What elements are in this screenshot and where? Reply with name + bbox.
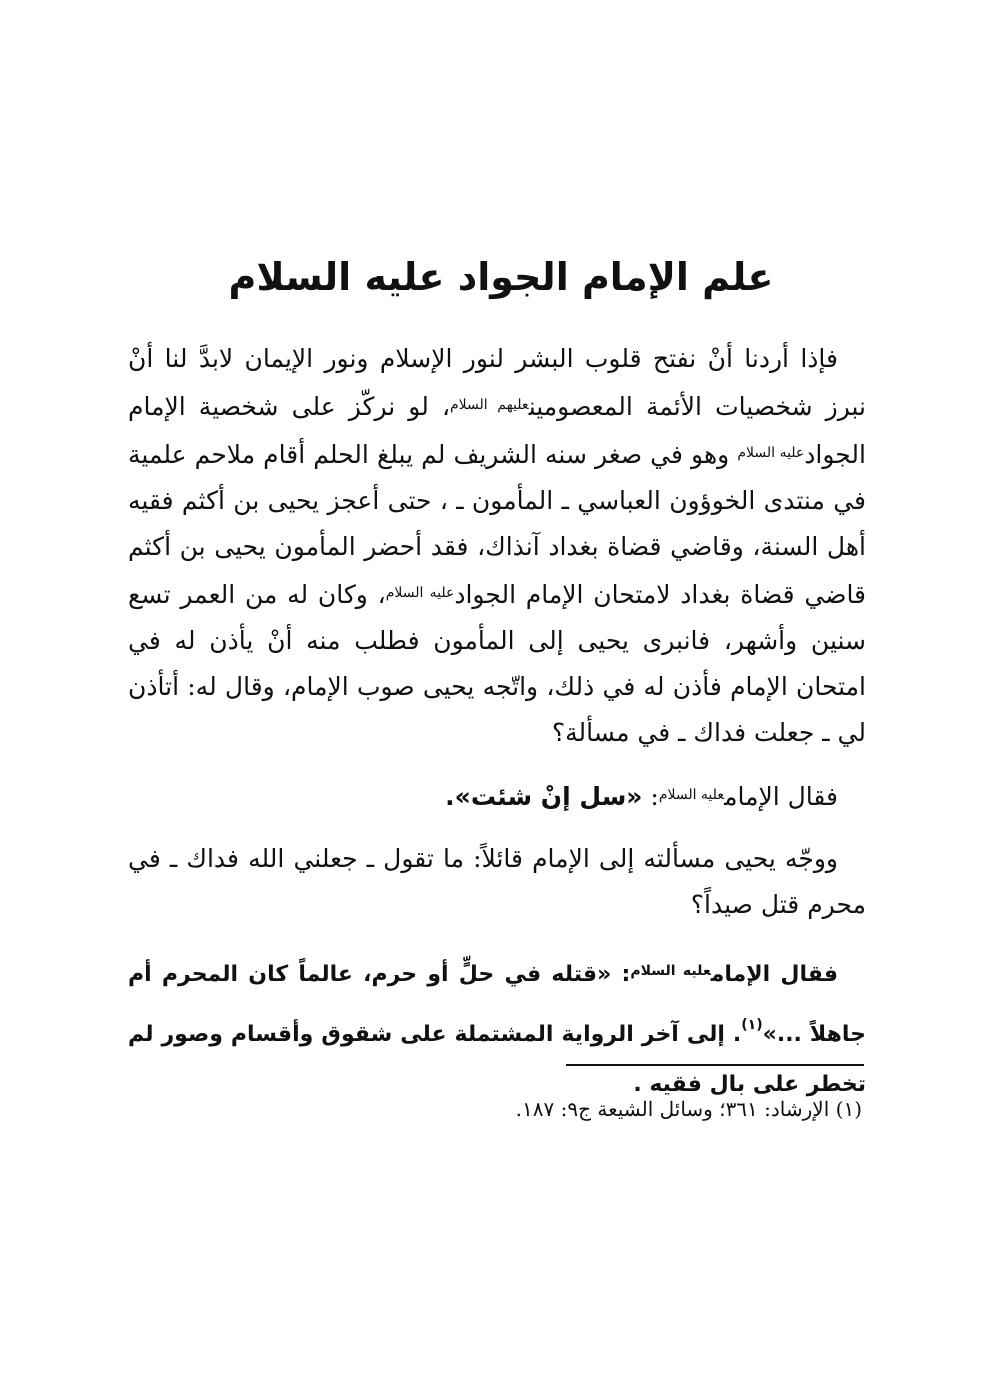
footnote: (١) الإرشاد: ٣٦١؛ وسائل الشيعة ج٩: ١٨٧. bbox=[515, 1097, 862, 1121]
page-title: علم الإمام الجواد عليه السلام bbox=[228, 255, 774, 299]
reply-quote: «سل إنْ شئت». bbox=[445, 782, 643, 811]
intro-text-3: وهو في صغر سنه الشريف لم يبلغ الحلم أقام ملاحم علمية في منتدى الخوؤون العباسي ـ المأمون ـ ، حتى أعجز يحيى بن أكثم فقيه أهل السنة، وقاضي قضاة بغداد آنذاك، فقد أحضر المأمون يحيى بن أكثم قاضي قضاة بغداد لامتحان الإمام الجواد bbox=[128, 440, 867, 609]
intro-text-2: ، لو نركّز على شخصية الإمام الجواد bbox=[128, 392, 866, 469]
answer-rest: . إلى آخر الرواية المشتملة على شقوق وأقسام وصور لم تخطر على بال فقيه . bbox=[128, 1022, 866, 1097]
intro-text-1: فإذا أردنا أنْ نفتح قلوب البشر لنور الإسلام ونور الإيمان لابدَّ لنا أنْ نبرز شخصيات الأئمة المعصومين bbox=[128, 344, 867, 421]
paragraph-question bbox=[128, 836, 866, 928]
paragraph-answer bbox=[128, 946, 866, 1110]
paragraph-intro bbox=[128, 336, 866, 756]
honorific-single: عليه السلام bbox=[658, 787, 725, 803]
intro-text-4: ، وكان له من العمر تسع سنين وأشهر، فانبرى يحيى إلى المأمون فطلب منه أنْ يأذن له في امتحان الإمام فأذن له في ذلك، واتّجه يحيى صوب الإمام، وقال له: أتأذن لي ـ جعلت فداك ـ في مسألة؟ bbox=[128, 580, 866, 747]
paragraph-imam-reply bbox=[128, 772, 866, 820]
footnote-reference[interactable]: (١) bbox=[741, 1017, 763, 1033]
footnote-divider bbox=[566, 1064, 864, 1066]
answer-lead: فقال الإمام bbox=[710, 962, 838, 987]
honorific-single: عليه السلام bbox=[630, 963, 711, 979]
reply-lead: فقال الإمام bbox=[724, 782, 838, 811]
reply-colon: : bbox=[642, 782, 659, 811]
honorific-single: عليه السلام bbox=[737, 445, 805, 461]
honorific-single: عليه السلام bbox=[385, 585, 455, 601]
question-text: ووجّه يحيى مسألته إلى الإمام قائلاً: ما تقول ـ جعلني الله فداك ـ في محرم قتل صيداً؟ bbox=[128, 844, 866, 919]
answer-quote: : «قتله في حلٍّ أو حرم، عالماً كان المحرم أم جاهلاً ...» bbox=[128, 962, 866, 1047]
honorific-plural: عليهم السلام bbox=[450, 397, 529, 413]
